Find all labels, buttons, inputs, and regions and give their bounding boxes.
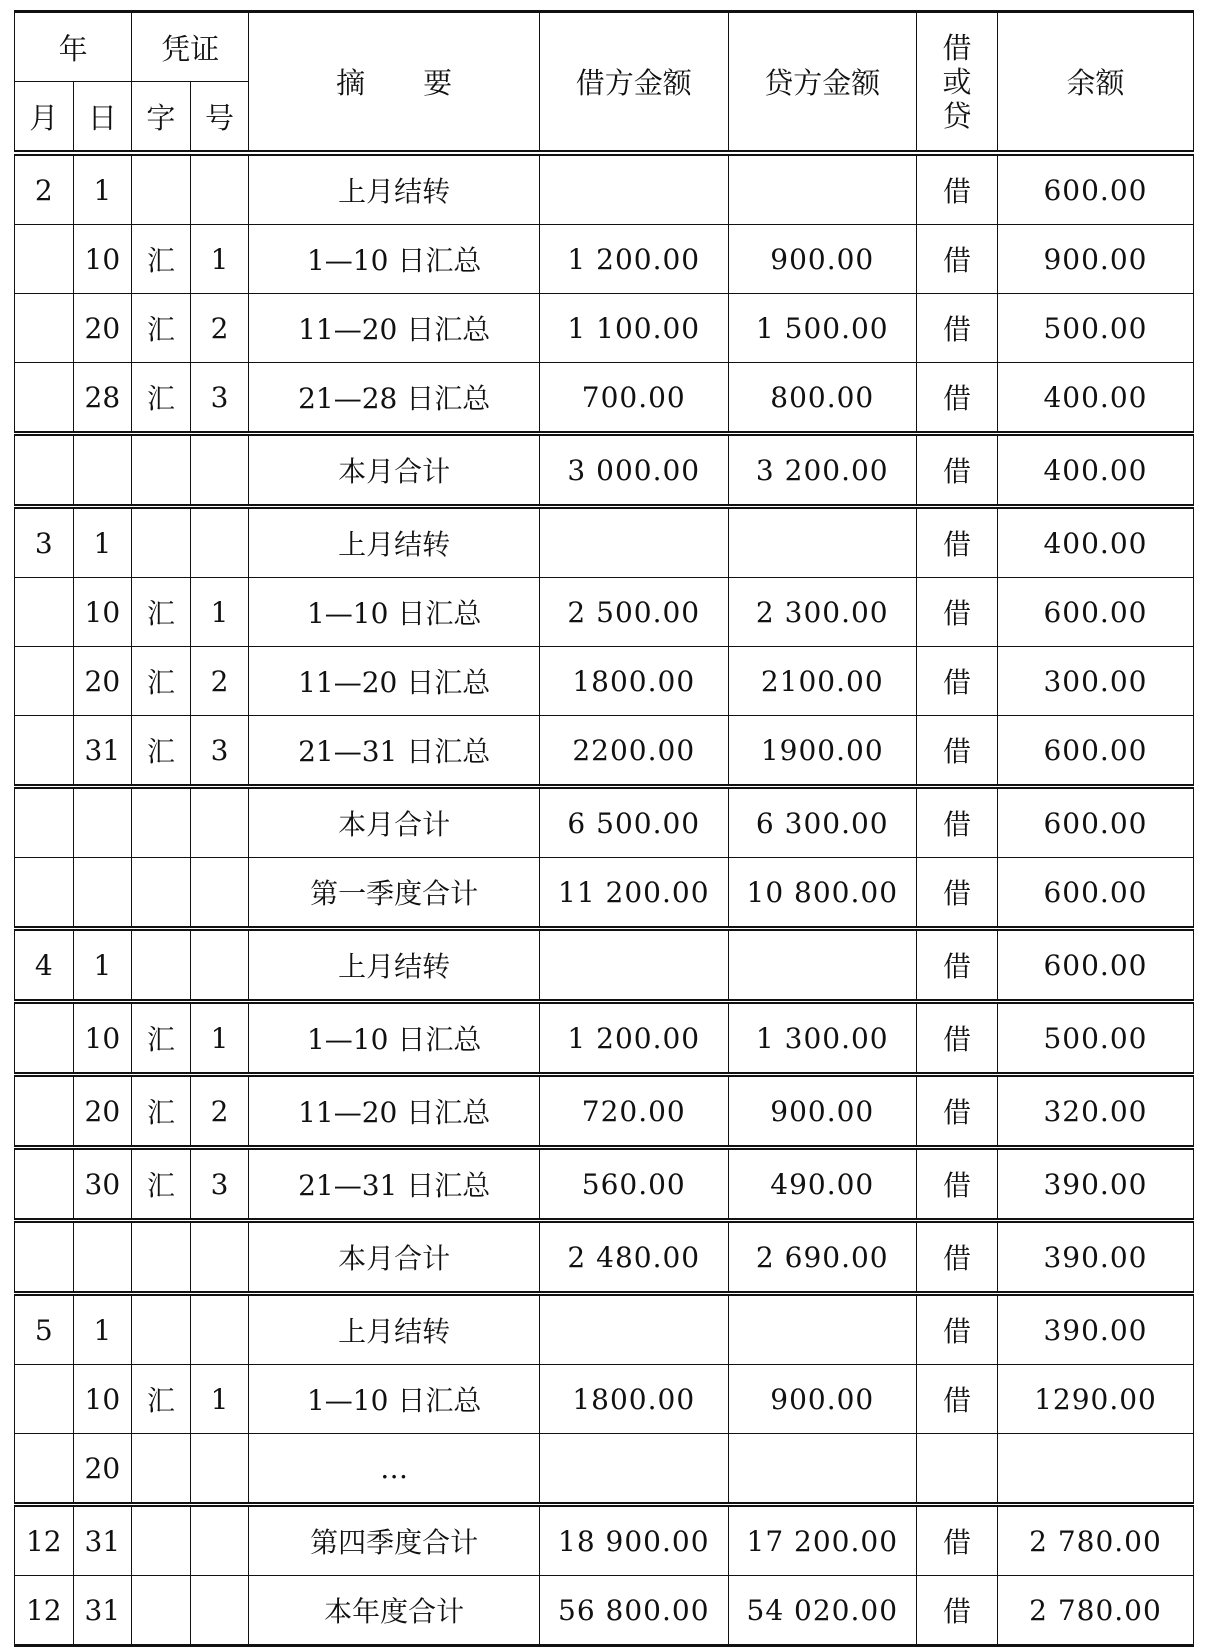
cell-voucher-number: 1 [190,225,249,294]
cell-summary: 1—10 日汇总 [249,1002,540,1075]
cell-voucher-char [132,1576,191,1646]
cell-month: 12 [15,1576,74,1646]
cell-voucher-number [190,787,249,858]
cell-credit [728,1294,917,1365]
cell-direction: 借 [917,647,998,716]
cell-credit [728,153,917,225]
cell-direction: 借 [917,1075,998,1148]
cell-day [73,1221,132,1294]
cell-month [15,578,74,647]
cell-day: 1 [73,1294,132,1365]
cell-credit: 1 300.00 [728,1002,917,1075]
cell-balance: 400.00 [997,434,1193,507]
cell-day [73,787,132,858]
cell-debit: 56 800.00 [540,1576,729,1646]
cell-direction: 借 [917,1294,998,1365]
cell-debit: 700.00 [540,363,729,434]
cell-debit: 1800.00 [540,1365,729,1434]
cell-direction: 借 [917,1365,998,1434]
cell-credit [728,507,917,578]
header-month: 月 [15,82,74,154]
cell-summary: 上月结转 [249,507,540,578]
cell-debit: 6 500.00 [540,787,729,858]
table-row [15,716,1194,787]
cell-credit: 17 200.00 [728,1505,917,1576]
cell-month [15,858,74,929]
cell-direction: 借 [917,578,998,647]
cell-balance: 600.00 [997,858,1193,929]
table-row [15,929,1194,1002]
cell-month [15,716,74,787]
cell-voucher-number [190,1294,249,1365]
cell-credit: 6 300.00 [728,787,917,858]
cell-summary: 11—20 日汇总 [249,294,540,363]
cell-voucher-number [190,1434,249,1505]
table-row [15,294,1194,363]
cell-summary: 本月合计 [249,434,540,507]
cell-summary: 1—10 日汇总 [249,1365,540,1434]
cell-balance: 600.00 [997,787,1193,858]
cell-voucher-number [190,858,249,929]
cell-day: 30 [73,1148,132,1221]
cell-month [15,787,74,858]
cell-credit: 3 200.00 [728,434,917,507]
cell-day [73,858,132,929]
cell-day: 31 [73,1576,132,1646]
cell-balance: 390.00 [997,1294,1193,1365]
ledger-table [14,10,1194,1647]
cell-summary: 11—20 日汇总 [249,647,540,716]
cell-debit [540,507,729,578]
cell-day: 10 [73,578,132,647]
cell-day: 1 [73,507,132,578]
cell-voucher-number: 3 [190,1148,249,1221]
cell-direction: 借 [917,225,998,294]
cell-month [15,1365,74,1434]
cell-month [15,1002,74,1075]
table-row [15,1075,1194,1148]
ledger-body [15,153,1194,1646]
cell-balance: 500.00 [997,1002,1193,1075]
table-row [15,647,1194,716]
cell-balance: 600.00 [997,153,1193,225]
cell-month [15,434,74,507]
cell-voucher-char: 汇 [132,1148,191,1221]
cell-voucher-number [190,1505,249,1576]
header-direction-line: 或 [942,64,972,99]
cell-summary: 本年度合计 [249,1576,540,1646]
cell-month [15,1434,74,1505]
cell-summary: 1—10 日汇总 [249,225,540,294]
table-row [15,1365,1194,1434]
cell-credit: 490.00 [728,1148,917,1221]
cell-credit: 900.00 [728,1075,917,1148]
cell-voucher-number: 3 [190,363,249,434]
cell-day: 1 [73,929,132,1002]
cell-direction: 借 [917,1148,998,1221]
header-voucher: 凭证 [132,12,249,82]
cell-day: 1 [73,153,132,225]
cell-month [15,225,74,294]
cell-debit [540,929,729,1002]
header-direction-line: 借 [942,30,972,65]
cell-month: 2 [15,153,74,225]
cell-debit: 1 100.00 [540,294,729,363]
cell-summary: 21—31 日汇总 [249,716,540,787]
header-day: 日 [73,82,132,154]
cell-month: 12 [15,1505,74,1576]
table-row [15,1434,1194,1505]
cell-summary: 21—31 日汇总 [249,1148,540,1221]
cell-voucher-number [190,1221,249,1294]
cell-summary: 第一季度合计 [249,858,540,929]
table-row [15,578,1194,647]
cell-direction: 借 [917,294,998,363]
table-row [15,507,1194,578]
table-row [15,363,1194,434]
cell-voucher-char [132,153,191,225]
cell-day: 31 [73,1505,132,1576]
cell-voucher-char: 汇 [132,716,191,787]
cell-summary: 21—28 日汇总 [249,363,540,434]
table-row [15,1576,1194,1646]
cell-debit: 3 000.00 [540,434,729,507]
cell-direction: 借 [917,858,998,929]
table-row [15,1505,1194,1576]
cell-voucher-number [190,153,249,225]
cell-balance: 2 780.00 [997,1505,1193,1576]
cell-debit [540,1294,729,1365]
cell-balance: 1290.00 [997,1365,1193,1434]
cell-summary: 第四季度合计 [249,1505,540,1576]
cell-voucher-number: 2 [190,647,249,716]
header-year: 年 [15,12,132,82]
cell-credit: 10 800.00 [728,858,917,929]
cell-credit: 900.00 [728,1365,917,1434]
cell-balance: 2 780.00 [997,1576,1193,1646]
cell-voucher-number: 1 [190,1365,249,1434]
cell-voucher-number [190,507,249,578]
cell-day: 10 [73,1365,132,1434]
cell-credit: 800.00 [728,363,917,434]
cell-balance: 600.00 [997,578,1193,647]
cell-day [73,434,132,507]
cell-voucher-char [132,1434,191,1505]
table-row [15,153,1194,225]
cell-direction: 借 [917,716,998,787]
cell-debit: 2 480.00 [540,1221,729,1294]
cell-summary: … [249,1434,540,1505]
cell-month [15,1075,74,1148]
cell-debit: 1 200.00 [540,1002,729,1075]
cell-month: 4 [15,929,74,1002]
header-summary: 摘 要 [249,12,540,154]
cell-voucher-char [132,1505,191,1576]
cell-balance: 600.00 [997,929,1193,1002]
cell-direction: 借 [917,434,998,507]
cell-summary: 上月结转 [249,929,540,1002]
table-row [15,1221,1194,1294]
cell-voucher-number [190,434,249,507]
cell-voucher-char: 汇 [132,578,191,647]
cell-day: 10 [73,1002,132,1075]
cell-day: 20 [73,647,132,716]
cell-voucher-char: 汇 [132,1002,191,1075]
cell-day: 20 [73,294,132,363]
cell-summary: 本月合计 [249,1221,540,1294]
ledger-header [15,12,1194,154]
cell-balance: 500.00 [997,294,1193,363]
cell-credit: 1900.00 [728,716,917,787]
cell-month: 3 [15,507,74,578]
cell-day: 20 [73,1075,132,1148]
cell-voucher-number: 1 [190,578,249,647]
cell-direction: 借 [917,1576,998,1646]
header-balance: 余额 [997,12,1193,154]
cell-debit [540,1434,729,1505]
cell-voucher-number [190,929,249,1002]
header-number: 号 [190,82,249,154]
cell-voucher-char: 汇 [132,647,191,716]
cell-debit: 11 200.00 [540,858,729,929]
cell-balance: 300.00 [997,647,1193,716]
cell-direction: 借 [917,1505,998,1576]
cell-month [15,363,74,434]
cell-voucher-char [132,1221,191,1294]
table-row [15,225,1194,294]
cell-credit: 54 020.00 [728,1576,917,1646]
cell-balance: 320.00 [997,1075,1193,1148]
cell-voucher-char: 汇 [132,294,191,363]
table-row [15,1148,1194,1221]
cell-balance: 600.00 [997,716,1193,787]
cell-direction: 借 [917,787,998,858]
cell-voucher-char: 汇 [132,1075,191,1148]
header-direction-line: 贷 [942,98,972,133]
cell-month [15,647,74,716]
cell-debit: 720.00 [540,1075,729,1148]
cell-balance: 900.00 [997,225,1193,294]
cell-debit [540,153,729,225]
cell-voucher-char [132,858,191,929]
cell-credit: 2100.00 [728,647,917,716]
cell-direction: 借 [917,1221,998,1294]
header-direction [917,12,998,154]
table-row [15,1294,1194,1365]
cell-summary: 1—10 日汇总 [249,578,540,647]
cell-balance: 390.00 [997,1221,1193,1294]
cell-debit: 1 200.00 [540,225,729,294]
header-debit: 借方金额 [540,12,729,154]
cell-voucher-char [132,434,191,507]
cell-debit: 18 900.00 [540,1505,729,1576]
cell-summary: 上月结转 [249,1294,540,1365]
cell-voucher-char [132,1294,191,1365]
table-row [15,787,1194,858]
cell-summary: 11—20 日汇总 [249,1075,540,1148]
cell-balance: 390.00 [997,1148,1193,1221]
cell-balance: 400.00 [997,507,1193,578]
cell-credit [728,1434,917,1505]
cell-summary: 本月合计 [249,787,540,858]
cell-balance: 400.00 [997,363,1193,434]
cell-voucher-char: 汇 [132,1365,191,1434]
cell-debit: 1800.00 [540,647,729,716]
cell-credit: 1 500.00 [728,294,917,363]
cell-voucher-number [190,1576,249,1646]
cell-credit [728,929,917,1002]
cell-direction: 借 [917,363,998,434]
cell-debit: 2 500.00 [540,578,729,647]
cell-voucher-char: 汇 [132,363,191,434]
cell-voucher-char: 汇 [132,225,191,294]
cell-debit: 2200.00 [540,716,729,787]
cell-day: 28 [73,363,132,434]
cell-credit: 2 690.00 [728,1221,917,1294]
cell-debit: 560.00 [540,1148,729,1221]
table-row [15,434,1194,507]
cell-voucher-char [132,929,191,1002]
cell-direction: 借 [917,507,998,578]
header-char: 字 [132,82,191,154]
cell-direction: 借 [917,1002,998,1075]
cell-balance [997,1434,1193,1505]
table-row [15,1002,1194,1075]
table-row [15,858,1194,929]
cell-voucher-number: 3 [190,716,249,787]
cell-day: 31 [73,716,132,787]
cell-day: 20 [73,1434,132,1505]
cell-month [15,1148,74,1221]
cell-summary: 上月结转 [249,153,540,225]
cell-month [15,1221,74,1294]
cell-credit: 2 300.00 [728,578,917,647]
cell-voucher-number: 1 [190,1002,249,1075]
cell-voucher-number: 2 [190,294,249,363]
cell-voucher-number: 2 [190,1075,249,1148]
cell-month: 5 [15,1294,74,1365]
cell-direction [917,1434,998,1505]
cell-direction: 借 [917,153,998,225]
cell-voucher-char [132,787,191,858]
cell-direction: 借 [917,929,998,1002]
cell-month [15,294,74,363]
cell-day: 10 [73,225,132,294]
header-credit: 贷方金额 [728,12,917,154]
cell-voucher-char [132,507,191,578]
cell-credit: 900.00 [728,225,917,294]
